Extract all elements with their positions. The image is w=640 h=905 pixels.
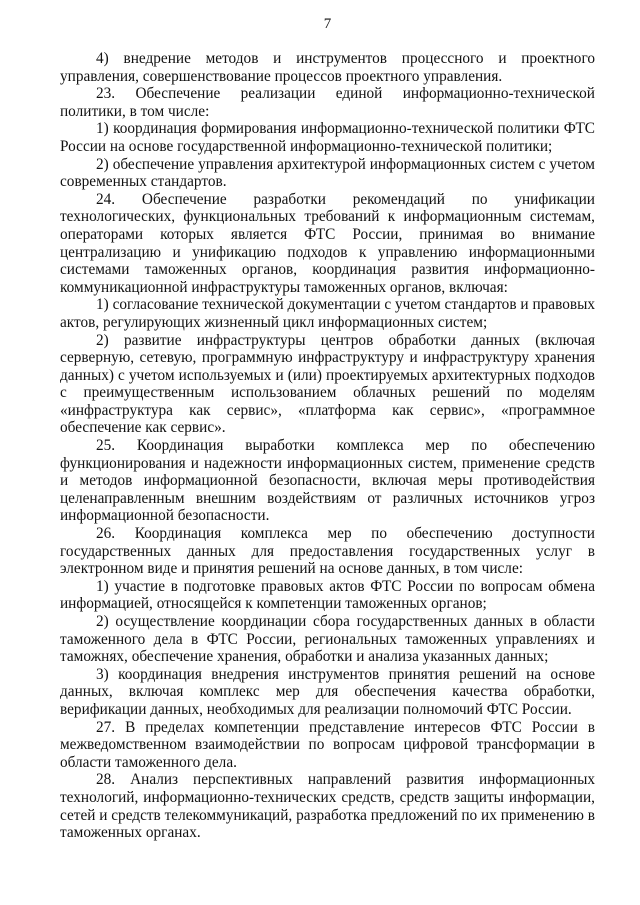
paragraph-25: 25. Координация выработки комплекса мер по обеспечению функционирования и надежности информационных систем, применение средств и методов информационной безопасности, включая меры противодействия целенаправленным внешним воздействиям от различных источников угроз информационной безопасности. bbox=[60, 437, 595, 525]
paragraph-26-item-2: 2) осуществление координации сбора государственных данных в области таможенного дела в ФТС России, региональных таможенных управлениях и таможнях, обеспечение хранения, обработки и анализа указанных данных; bbox=[60, 613, 595, 666]
paragraph-27: 27. В пределах компетенции представление интересов ФТС России в межведомственном взаимодействии по вопросам цифровой трансформации в области таможенного дела. bbox=[60, 718, 595, 771]
paragraph-28: 28. Анализ перспективных направлений развития информационных технологий, информационно-технических средств, средств защиты информации, сетей и средств телекоммуникаций, разработка предложений по их применению в таможенных органах. bbox=[60, 771, 596, 842]
paragraph-24: 24. Обеспечение разработки рекомендаций по унификации технологических, функциональных требований к информационным системам, операторами которых является ФТС России, принимая во внимание централизацию и унификацию подходов к управлению информационными системами таможенных органов, координация развития информационно-коммуникационной инфраструктуры таможенных органов, включая: bbox=[60, 190, 595, 296]
paragraph-23: 23. Обеспечение реализации единой информационно-технической политики, в том числе: bbox=[60, 85, 595, 120]
paragraph-item-4: 4) внедрение методов и инструментов процессного и проектного управления, совершенствование процессов проектного управления. bbox=[60, 50, 595, 85]
paragraph-24-item-2: 2) развитие инфраструктуры центров обработки данных (включая серверную, сетевую, программную инфраструктуру и инфраструктуру хранения данных) с учетом используемых и (или) проектируемых архитектурных подходов с преимущественным использованием облачных решений по моделям «инфраструктура как сервис», «платформа как сервис», «программное обеспечение как сервис». bbox=[60, 331, 595, 437]
paragraph-23-item-1: 1) координация формирования информационно-технической политики ФТС России на основе государственной информационно-технической политики; bbox=[60, 120, 595, 155]
paragraph-24-item-1: 1) согласование технической документации с учетом стандартов и правовых актов, регулирующих жизненный цикл информационных систем; bbox=[60, 296, 595, 331]
document-page bbox=[60, 14, 595, 842]
paragraph-26-item-3: 3) координация внедрения инструментов принятия решений на основе данных, включая комплекс мер для обеспечения качества обработки, верификации данных, необходимых для реализации полномочий ФТС России. bbox=[60, 665, 595, 718]
paragraph-26-item-1: 1) участие в подготовке правовых актов ФТС России по вопросам обмена информацией, относящейся к компетенции таможенных органов; bbox=[60, 577, 595, 613]
page-number: 7 bbox=[323, 16, 332, 32]
paragraph-23-item-2: 2) обеспечение управления архитектурой информационных систем с учетом современных стандартов. bbox=[60, 155, 595, 191]
paragraph-26: 26. Координация комплекса мер по обеспечению доступности государственных данных для предоставления государственных услуг в электронном виде и принятия решений на основе данных, в том числе: bbox=[60, 525, 595, 578]
